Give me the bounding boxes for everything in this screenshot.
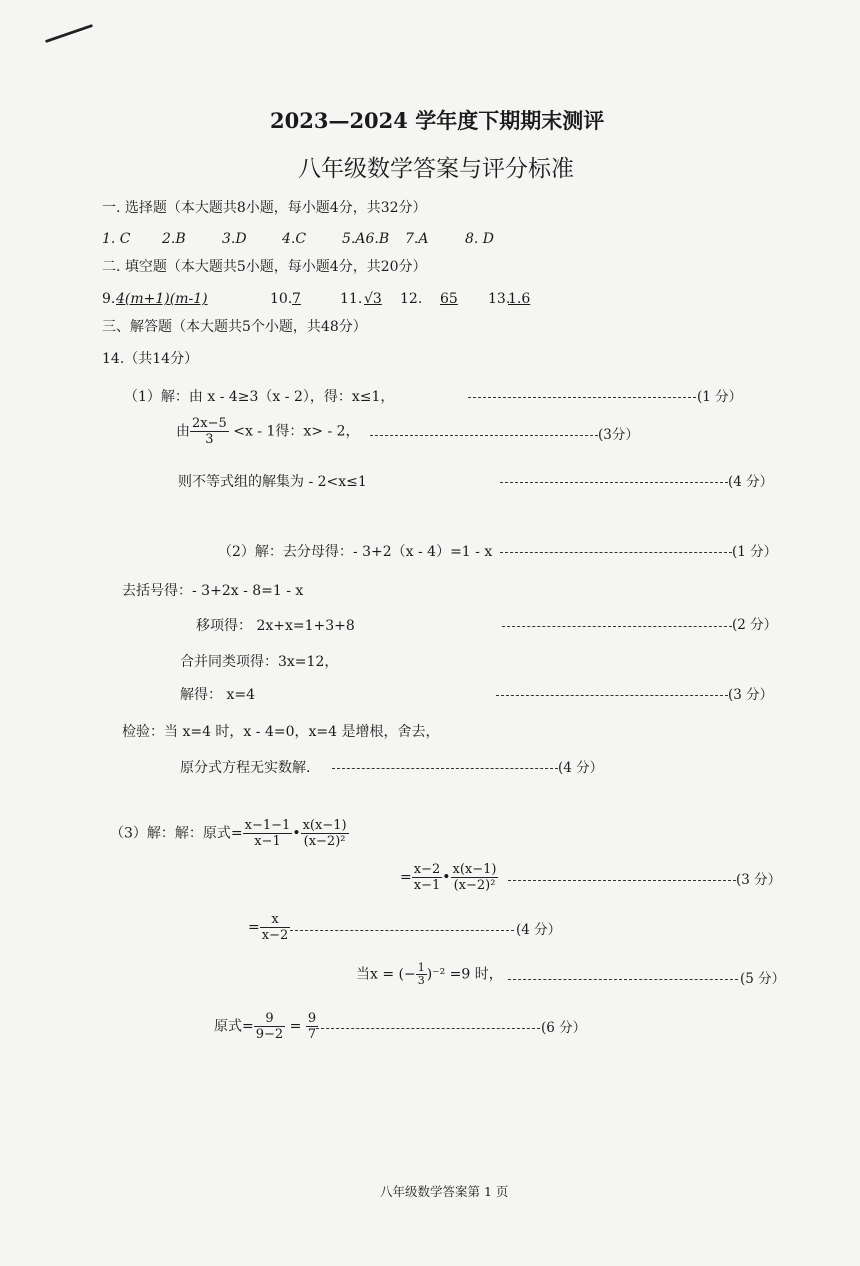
fill-answer-11-value: √3 <box>364 291 382 307</box>
score-leader <box>508 880 736 881</box>
fraction-denominator: x−1 <box>413 878 441 893</box>
multiply-dot: • <box>442 869 451 886</box>
fill-answer-12-label: 12. <box>400 291 423 307</box>
score-leader <box>502 626 732 627</box>
fill-answer-9-label: 9. <box>102 291 116 307</box>
line4-suffix: )⁻² =9 时， <box>426 966 503 983</box>
multiply-dot: • <box>292 825 301 842</box>
fraction <box>306 1011 318 1042</box>
fraction <box>190 416 229 447</box>
score-leader <box>316 1028 540 1029</box>
fraction-numerator: x−1−1 <box>244 818 291 833</box>
fraction-numerator: x(x−1) <box>302 818 347 833</box>
q14-part3-score2: (3 分） <box>736 872 782 888</box>
score-leader <box>332 768 558 769</box>
choice-answer-4: 4.C <box>282 231 307 247</box>
fraction-denominator: (x−2)² <box>453 878 496 893</box>
equals-sign: = <box>289 1018 302 1035</box>
q14-part2-score3: (2 分） <box>732 617 778 633</box>
exam-subtitle: 八年级数学答案与评分标准 <box>298 156 574 182</box>
choice-section-heading: 一. 选择题（本大题共8小题，每小题4分，共32分） <box>102 200 427 216</box>
q14-part2-line1: （2）解：去分母得：- 3+2（x - 4）=1 - x <box>218 544 493 560</box>
fraction-numerator: x <box>260 912 291 928</box>
score-leader <box>496 695 728 696</box>
q14-part2-line7: 原分式方程无实数解. <box>180 760 311 776</box>
fill-answer-13-label: 13. <box>488 291 511 307</box>
q14-part3-score4: (5 分） <box>740 971 786 987</box>
fraction-numerator: 2x−5 <box>192 416 227 431</box>
fraction <box>451 862 499 893</box>
fraction <box>254 1011 285 1042</box>
score-leader <box>508 979 738 980</box>
q14-part3-line1 <box>110 818 349 849</box>
equals-sign: = <box>248 919 260 936</box>
q14-part3-line3 <box>248 912 290 943</box>
choice-answer-2: 2.B <box>162 231 186 247</box>
fraction <box>260 912 291 943</box>
fraction-denominator: 7 <box>307 1027 317 1042</box>
choice-answer-3: 3.D <box>222 231 247 247</box>
fraction <box>416 962 427 987</box>
q14-label: 14.（共14分） <box>102 351 199 367</box>
line2-suffix: <x - 1得：x> - 2， <box>233 423 360 440</box>
fraction <box>243 818 293 849</box>
score-leader <box>370 435 598 436</box>
fill-answer-9-value: 4(m+1)(m-1) <box>116 291 208 307</box>
q14-part1-line2 <box>176 416 360 447</box>
score-leader <box>290 930 514 931</box>
q14-part3-line2 <box>400 862 498 893</box>
q14-part2-line3: 移项得： 2x+x=1+3+8 <box>196 618 355 634</box>
q14-part2-line4: 合并同类项得：3x=12， <box>180 654 339 670</box>
fraction-denominator: 3 <box>417 974 425 987</box>
score-leader <box>468 397 696 398</box>
choice-answer-1: 1. C <box>102 231 131 247</box>
q14-part3-line5 <box>214 1011 318 1042</box>
fraction-denominator: x−1 <box>254 834 281 849</box>
fill-answer-13-value: 1.6 <box>508 291 531 307</box>
fraction-denominator: x−2 <box>261 928 289 943</box>
fraction-denominator: (x−2)² <box>303 834 346 849</box>
q14-part2-score5: (3 分） <box>728 687 774 703</box>
q14-part3-line4 <box>356 962 503 987</box>
line2-prefix: 由 <box>176 423 190 440</box>
choice-answer-8: 8. D <box>465 231 495 247</box>
page-footer: 八年级数学答案第 1 页 <box>380 1184 509 1199</box>
fraction-denominator: 3 <box>205 432 214 447</box>
fill-section-heading: 二. 填空题（本大题共5小题，每小题4分，共20分） <box>102 259 427 275</box>
fill-answer-10-value: 7 <box>292 291 301 307</box>
equals-sign: = <box>400 869 412 886</box>
fraction <box>412 862 443 893</box>
q14-part2-score1: (1 分） <box>732 544 778 560</box>
q14-part2-line2: 去括号得：- 3+2x - 8=1 - x <box>122 583 304 599</box>
score-leader <box>500 552 732 553</box>
choice-answer-5-6: 5.A6.B <box>342 231 390 247</box>
fraction <box>301 818 349 849</box>
fill-answer-12-value: 65 <box>440 291 458 307</box>
fraction-numerator: 9 <box>254 1011 285 1027</box>
fraction-numerator: 1 <box>417 961 425 974</box>
exam-title: 2023—2024 学年度下期期末测评 <box>270 108 605 133</box>
q14-part1-score2: (3分） <box>598 427 639 443</box>
fraction-numerator: x−2 <box>413 862 441 877</box>
q14-part3-score3: (4 分） <box>516 922 562 938</box>
fill-answer-11-label: 11. <box>340 291 363 307</box>
choice-answer-7: 7.A <box>405 231 429 247</box>
fraction-numerator: x(x−1) <box>452 862 497 877</box>
score-leader <box>500 482 728 483</box>
pen-mark <box>45 24 93 43</box>
fraction-numerator: 9 <box>307 1011 317 1026</box>
q14-part2-score7: (4 分） <box>558 760 604 776</box>
q14-part1-score3: (4 分） <box>728 474 774 490</box>
line4-prefix: 当x = (− <box>356 966 416 983</box>
q14-part2-line6: 检验：当 x=4 时，x - 4=0，x=4 是增根，舍去， <box>122 724 440 740</box>
fraction-denominator: 9−2 <box>255 1027 284 1042</box>
q14-part3-score5: (6 分） <box>541 1020 587 1036</box>
q14-part1-score1: (1 分） <box>697 389 743 405</box>
line1-prefix: （3）解：解：原式= <box>110 825 243 842</box>
q14-part1-line3: 则不等式组的解集为 - 2<x≤1 <box>178 474 367 490</box>
fill-answer-10-label: 10. <box>270 291 293 307</box>
q14-part2-line5: 解得： x=4 <box>180 687 255 703</box>
q14-part1-line1: （1）解：由 x - 4≥3（x - 2），得：x≤1， <box>124 389 395 405</box>
solve-section-heading: 三、解答题（本大题共5个小题，共48分） <box>102 319 367 335</box>
line5-prefix: 原式= <box>214 1018 254 1035</box>
